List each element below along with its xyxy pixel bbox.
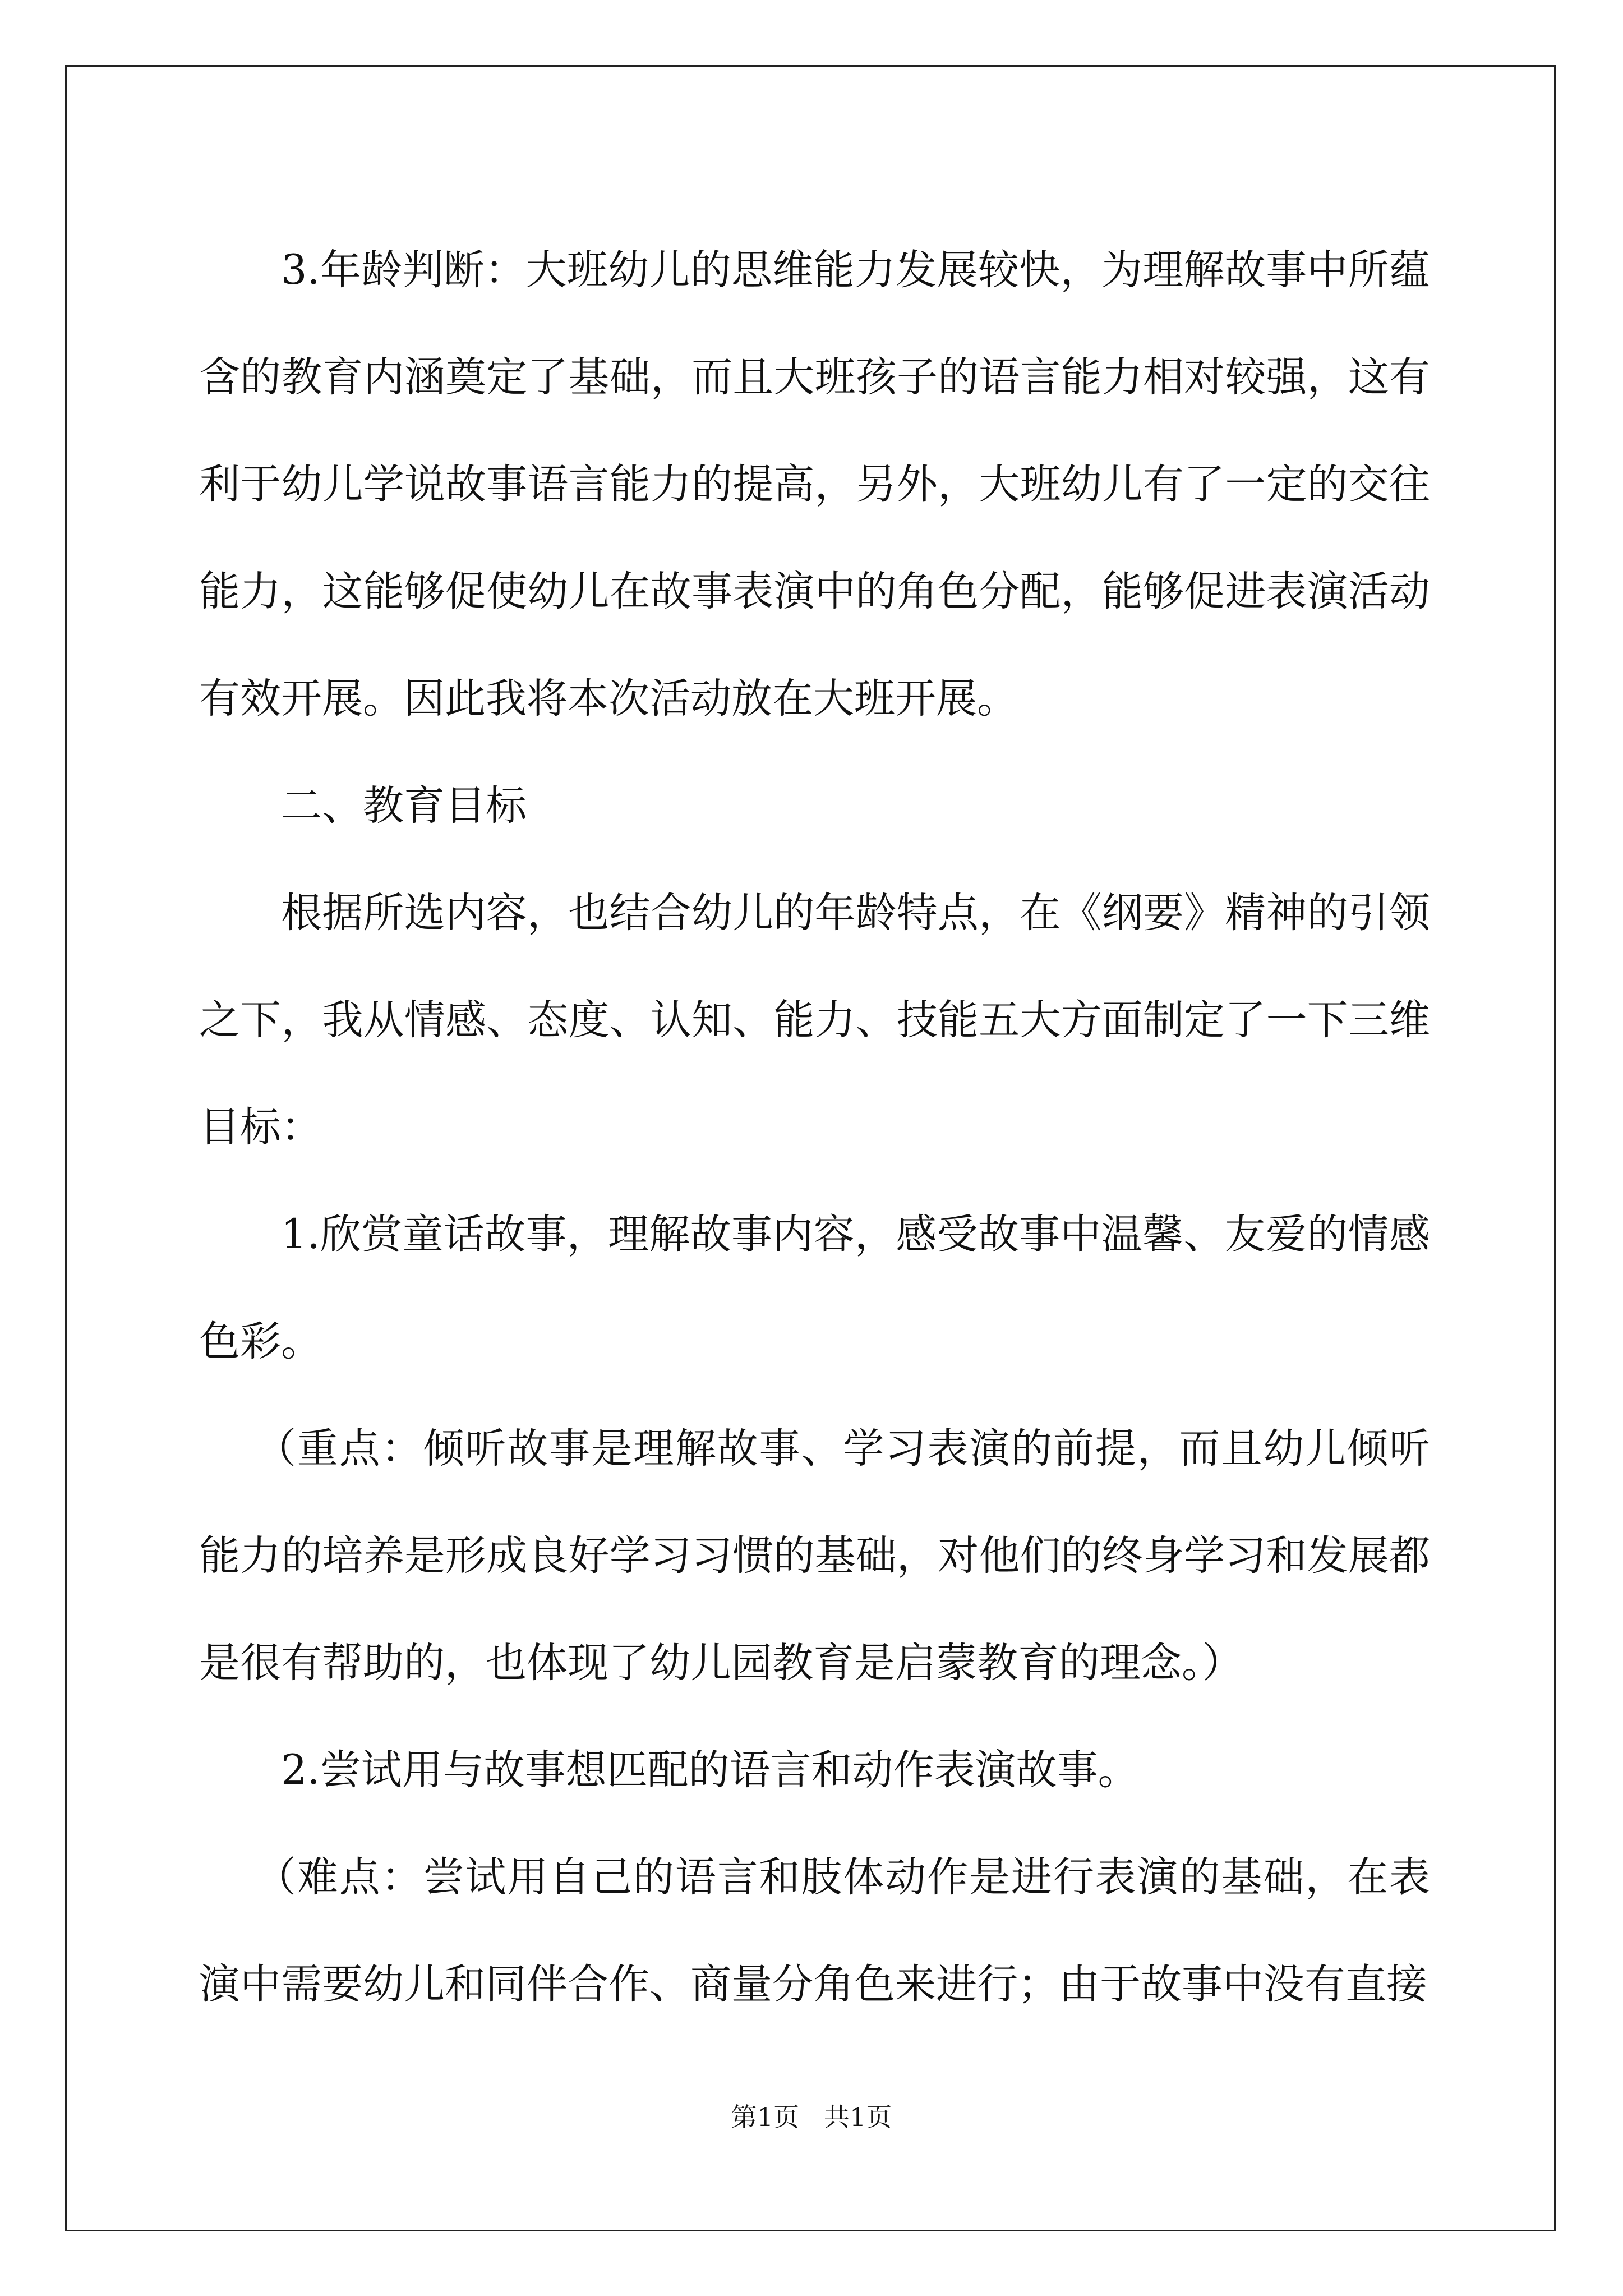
paragraph-difficulty: （难点：尝试用自己的语言和肢体动作是进行表演的基础，在表演中需要幼儿和同伴合作、商量分角色来进行；由于故事中没有直接 [199, 1853, 1430, 2008]
paragraph-key-point: （重点：倾听故事是理解故事、学习表演的前提，而且幼儿倾听能力的培养是形成良好学习习惯的基础，对他们的终身学习和发展都是很有帮助的，也体现了幼儿园教育是启蒙教育的理念。） [199, 1425, 1430, 1687]
paragraph-goal-2: 2.尝试用与故事想匹配的语言和动作表演故事。 [281, 1746, 1139, 1794]
section-heading-goals: 二、教育目标 [281, 782, 527, 830]
page-footer [0, 2100, 1623, 2134]
page-number: 第1页 [731, 2102, 800, 2132]
page-total: 共1页 [823, 2102, 892, 2132]
paragraph-goal-1: 1.欣赏童话故事，理解故事内容，感受故事中温馨、友爱的情感色彩。 [199, 1211, 1430, 1365]
paragraph-age-judgment: 3.年龄判断：大班幼儿的思维能力发展较快，为理解故事中所蕴含的教育内涵奠定了基础，而且大班孩子的语言能力相对较强，这有利于幼儿学说故事语言能力的提高，另外，大班幼儿有了一定的交往能力，这能够促使幼儿在故事表演中的角色分配，能够促进表演活动有效开展。因此我将本次活动放在大班开展。 [199, 246, 1430, 723]
paragraph-goals-intro: 根据所选内容，也结合幼儿的年龄特点，在《纲要》精神的引领之下，我从情感、态度、认知、能力、技能五大方面制定了一下三维目标： [199, 889, 1430, 1151]
document-body [199, 217, 1430, 2038]
